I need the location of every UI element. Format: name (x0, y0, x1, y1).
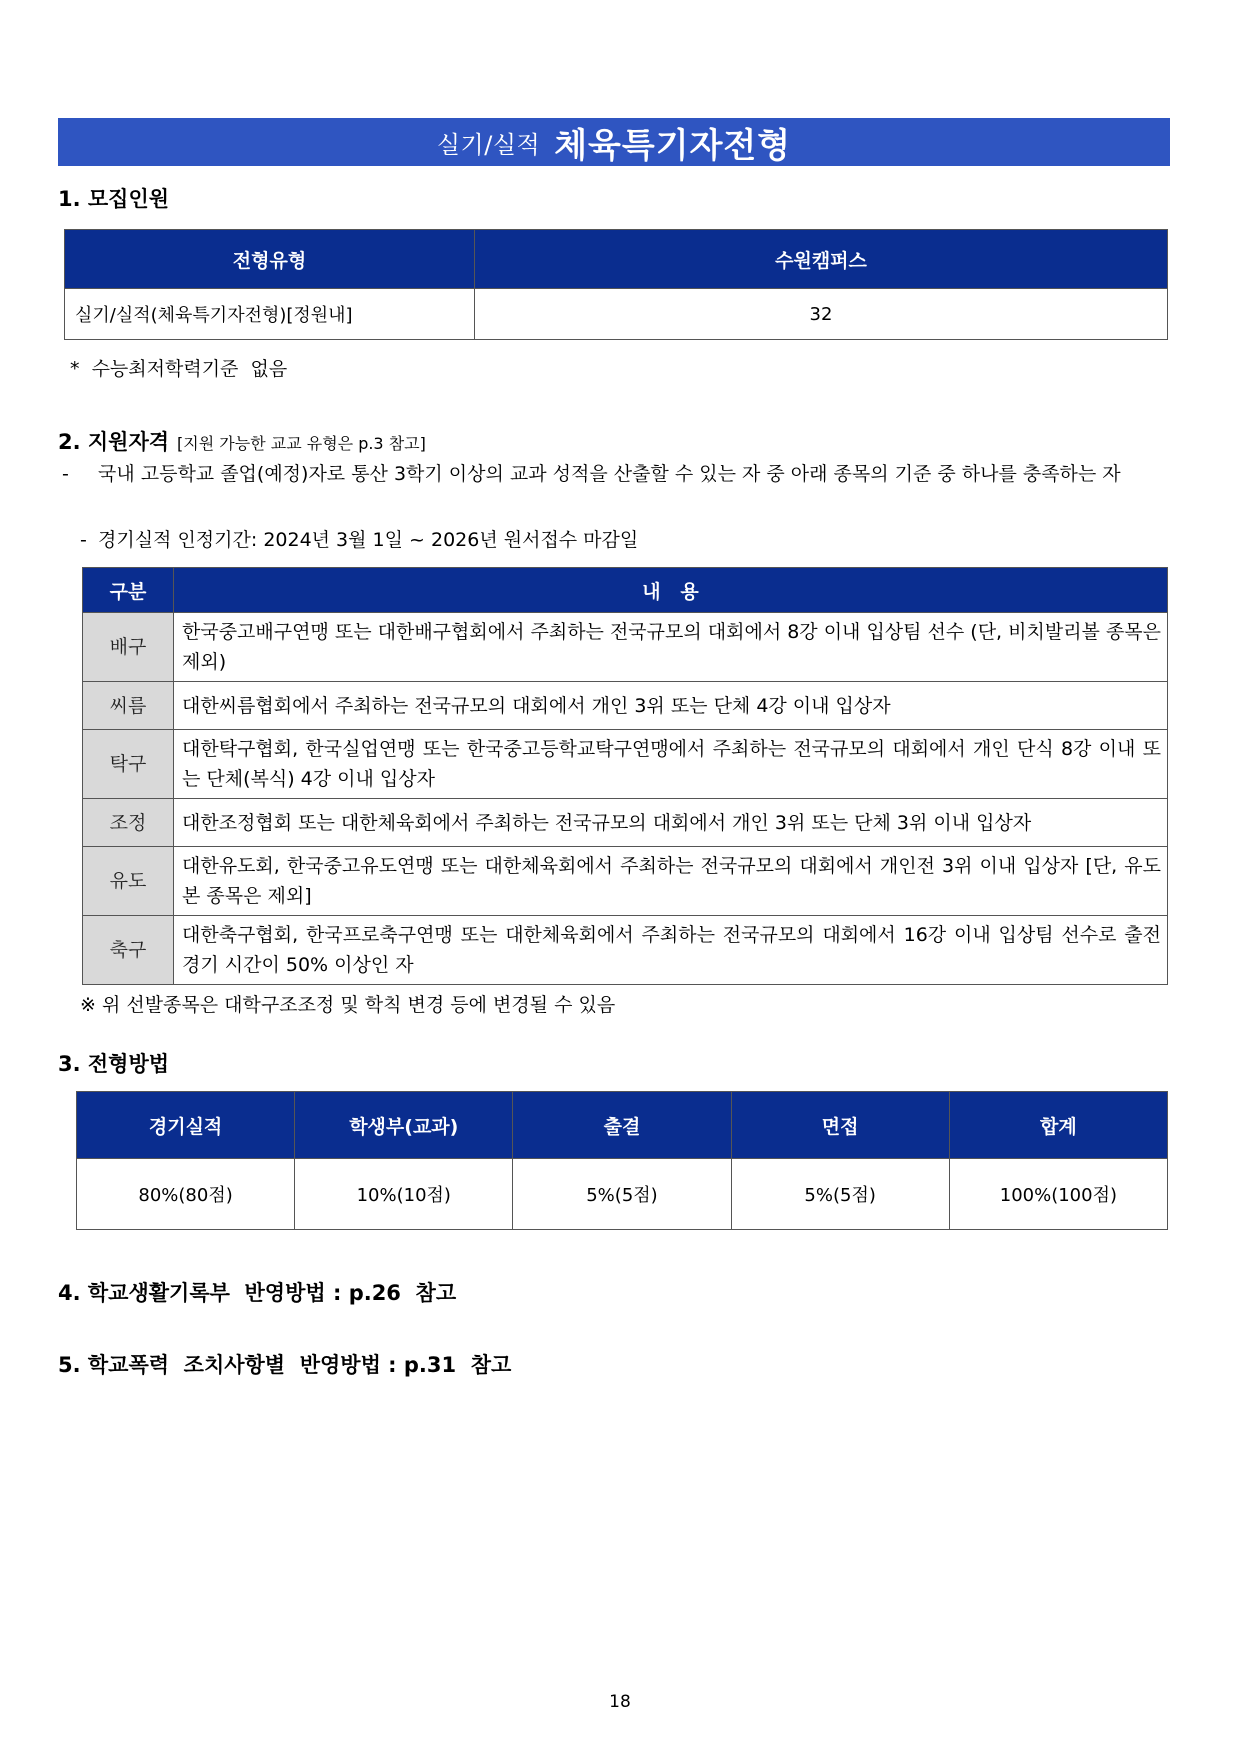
method-value: 5%(5점) (513, 1159, 731, 1230)
selection-footnote: ※ 위 선발종목은 대학구조조정 및 학칙 변경 등에 변경될 수 있음 (80, 994, 616, 1016)
table-row (83, 799, 1168, 847)
method-value: 5%(5점) (731, 1159, 949, 1230)
table-row (83, 916, 1168, 985)
method-header: 면접 (731, 1092, 949, 1159)
section1-heading: 1. 모집인원 (58, 187, 170, 211)
method-header: 학생부(교과) (295, 1092, 513, 1159)
eligibility-item-2: - 경기실적 인정기간: 2024년 3월 1일 ~ 2026년 원서접수 마감일 (80, 529, 639, 551)
section3-heading: 3. 전형방법 (58, 1052, 170, 1076)
recruitment-cell-type: 실기/실적(체육특기자전형)[정원내] (65, 289, 475, 340)
evaluation-method-table (76, 1091, 1168, 1230)
method-header: 경기실적 (77, 1092, 295, 1159)
title-banner (58, 118, 1170, 166)
criteria-content: 대한유도회, 한국중고유도연맹 또는 대한체육회에서 주최하는 전국규모의 대회에서 개인전 3위 이내 입상자 [단, 유도본 종목은 제외] (174, 847, 1168, 916)
criteria-category: 유도 (83, 847, 174, 916)
section4-heading: 4. 학교생활기록부 반영방법 : p.26 참고 (58, 1281, 457, 1305)
criteria-category: 탁구 (83, 730, 174, 799)
table-row (77, 1159, 1168, 1230)
table-row (83, 613, 1168, 682)
criteria-content: 한국중고배구연맹 또는 대한배구협회에서 주최하는 전국규모의 대회에서 8강 이내 입상팀 선수 (단, 비치발리볼 종목은 제외) (174, 613, 1168, 682)
eligibility-item-1: - 국내 고등학교 졸업(예정)자로 통산 3학기 이상의 교과 성적을 산출할 수 있는 자 중 아래 종목의 기준 중 하나를 충족하는 자 (62, 463, 1121, 485)
criteria-category: 씨름 (83, 682, 174, 730)
eligibility-item-1-text: 국내 고등학교 졸업(예정)자로 통산 3학기 이상의 교과 성적을 산출할 수 있는 자 중 아래 종목의 기준 중 하나를 충족하는 자 (98, 463, 1121, 485)
section2-heading: 2. 지원자격 (58, 430, 170, 454)
sports-criteria-table (82, 567, 1168, 985)
criteria-category: 조정 (83, 799, 174, 847)
criteria-content: 대한씨름협회에서 주최하는 전국규모의 대회에서 개인 3위 또는 단체 4강 이내 입상자 (174, 682, 1168, 730)
eligibility-item-2-text: 경기실적 인정기간: 2024년 3월 1일 ~ 2026년 원서접수 마감일 (98, 529, 639, 551)
section2-heading-row (58, 426, 426, 456)
section2-subnote: [지원 가능한 교교 유형은 p.3 참고] (177, 434, 426, 453)
recruitment-table (64, 229, 1168, 340)
method-value: 100%(100점) (949, 1159, 1167, 1230)
table-row (83, 682, 1168, 730)
banner-subtitle: 실기/실적 (436, 130, 541, 159)
criteria-content: 대한축구협회, 한국프로축구연맹 또는 대한체육회에서 주최하는 전국규모의 대회에서 16강 이내 입상팀 선수로 출전 경기 시간이 50% 이상인 자 (174, 916, 1168, 985)
page-number: 18 (609, 1692, 631, 1712)
criteria-header-content: 내 용 (174, 568, 1168, 613)
criteria-category: 배구 (83, 613, 174, 682)
method-header: 합계 (949, 1092, 1167, 1159)
method-value: 10%(10점) (295, 1159, 513, 1230)
csat-note: * 수능최저학력기준 없음 (70, 358, 288, 380)
recruitment-header-campus: 수원캠퍼스 (475, 230, 1168, 289)
criteria-header-category: 구분 (83, 568, 174, 613)
table-row (83, 730, 1168, 799)
criteria-category: 축구 (83, 916, 174, 985)
criteria-content: 대한조정협회 또는 대한체육회에서 주최하는 전국규모의 대회에서 개인 3위 또는 단체 3위 이내 입상자 (174, 799, 1168, 847)
section5-heading: 5. 학교폭력 조치사항별 반영방법 : p.31 참고 (58, 1353, 512, 1377)
recruitment-cell-count: 32 (475, 289, 1168, 340)
banner-title: 체육특기자전형 (554, 125, 792, 166)
method-header: 출결 (513, 1092, 731, 1159)
method-value: 80%(80점) (77, 1159, 295, 1230)
table-row (83, 847, 1168, 916)
criteria-content: 대한탁구협회, 한국실업연맹 또는 한국중고등학교탁구연맹에서 주최하는 전국규모의 대회에서 개인 단식 8강 이내 또는 단체(복식) 4강 이내 입상자 (174, 730, 1168, 799)
recruitment-header-type: 전형유형 (65, 230, 475, 289)
